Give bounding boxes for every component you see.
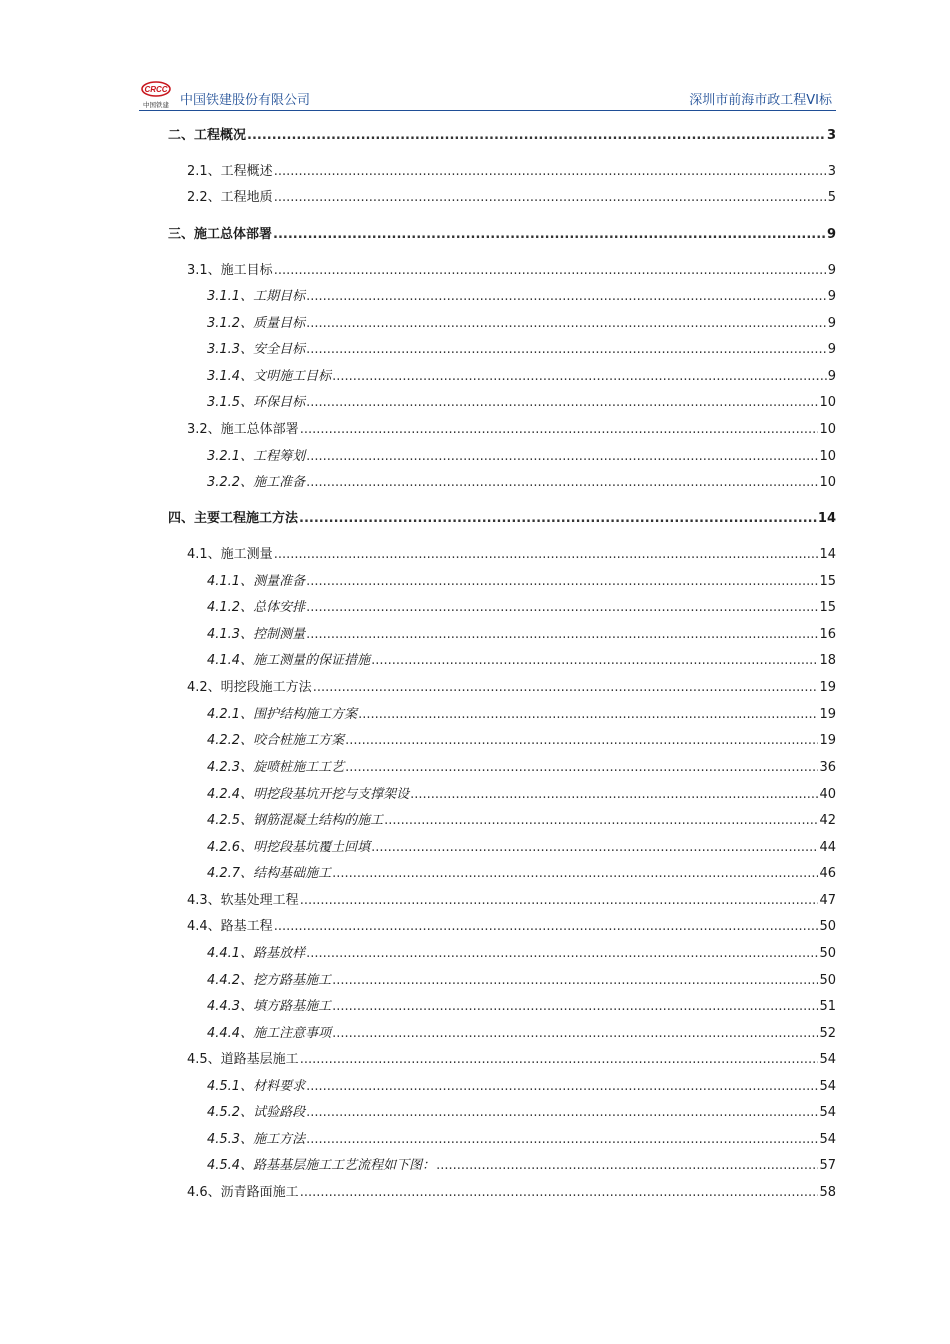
toc-entry[interactable] <box>207 1130 836 1150</box>
toc-leader-dots <box>299 509 817 529</box>
toc-entry-page: 51 <box>819 999 836 1014</box>
toc-entry-label: 4.5、道路基层施工 <box>187 1052 299 1067</box>
toc-entry[interactable] <box>207 705 836 725</box>
toc-entry-page: 19 <box>819 707 836 722</box>
toc-entry-page: 9 <box>827 316 836 331</box>
toc-entry[interactable] <box>207 340 836 360</box>
toc-entry-page: 44 <box>819 840 836 855</box>
toc-entry-label: 4.1.2、总体安排 <box>207 600 306 615</box>
toc-leader-dots <box>436 1156 818 1176</box>
toc-entry-label: 4.2、明挖段施工方法 <box>187 680 312 695</box>
toc-entry-label: 4.1.3、控制测量 <box>207 627 306 642</box>
toc-entry-page: 58 <box>819 1185 836 1200</box>
toc-leader-dots <box>274 162 827 182</box>
toc-leader-dots <box>306 598 818 618</box>
toc-entry[interactable] <box>207 598 836 618</box>
toc-leader-dots <box>332 367 827 387</box>
toc-entry-label: 4.1、施工测量 <box>187 547 273 562</box>
toc-entry-page: 15 <box>819 600 836 615</box>
toc-entry-label: 4.2.6、明挖段基坑覆土回填 <box>207 840 371 855</box>
toc-leader-dots <box>345 731 818 751</box>
toc-entry[interactable] <box>207 314 836 334</box>
toc-entry[interactable] <box>187 162 836 182</box>
toc-leader-dots <box>410 785 818 805</box>
toc-entry-page: 46 <box>819 866 836 881</box>
company-name: 中国铁建股份有限公司 <box>180 93 311 108</box>
toc-leader-dots <box>274 917 819 937</box>
toc-entry-label: 4.4.4、施工注意事项 <box>207 1026 332 1041</box>
toc-entry-page: 50 <box>819 919 836 934</box>
toc-leader-dots <box>306 393 818 413</box>
toc-entry-label: 4.6、沥青路面施工 <box>187 1185 299 1200</box>
toc-leader-dots <box>306 1077 818 1097</box>
toc-entry-page: 14 <box>817 511 836 526</box>
toc-entry-page: 14 <box>819 547 836 562</box>
toc-entry-label: 4.1.1、测量准备 <box>207 574 306 589</box>
toc-leader-dots <box>306 572 818 592</box>
toc-leader-dots <box>306 314 827 334</box>
toc-entry[interactable] <box>187 261 836 281</box>
toc-leader-dots <box>358 705 818 725</box>
toc-leader-dots <box>300 1050 819 1070</box>
toc-entry-page: 19 <box>819 680 836 695</box>
toc-entry[interactable] <box>168 126 836 146</box>
toc-entry[interactable] <box>187 678 836 698</box>
toc-entry-page: 9 <box>827 369 836 384</box>
toc-entry[interactable] <box>207 1103 836 1123</box>
toc-entry[interactable] <box>207 864 836 884</box>
toc-entry[interactable] <box>187 891 836 911</box>
toc-entry-label: 4.5.3、施工方法 <box>207 1132 306 1147</box>
toc-entry[interactable] <box>207 367 836 387</box>
toc-leader-dots <box>306 1103 818 1123</box>
toc-entry[interactable] <box>187 1183 836 1203</box>
toc-entry-label: 3.1.3、安全目标 <box>207 342 306 357</box>
toc-entry-label: 4.4、路基工程 <box>187 919 273 934</box>
toc-entry-label: 三、施工总体部署 <box>168 227 273 242</box>
toc-entry-label: 4.4.1、路基放样 <box>207 946 306 961</box>
toc-entry-page: 54 <box>819 1079 836 1094</box>
toc-entry-page: 18 <box>819 653 836 668</box>
toc-leader-dots <box>306 447 818 467</box>
toc-entry[interactable] <box>207 473 836 493</box>
toc-leader-dots <box>306 944 818 964</box>
toc-leader-dots <box>273 225 826 245</box>
toc-leader-dots <box>332 971 818 991</box>
toc-entry-page: 10 <box>819 475 836 490</box>
toc-entry[interactable] <box>187 545 836 565</box>
toc-entry[interactable] <box>207 758 836 778</box>
toc-entry[interactable] <box>187 420 836 440</box>
toc-entry-page: 50 <box>819 973 836 988</box>
toc-entry-label: 4.2.7、结构基础施工 <box>207 866 332 881</box>
toc-entry-label: 4.4.3、填方路基施工 <box>207 999 332 1014</box>
toc-entry-label: 2.2、工程地质 <box>187 190 273 205</box>
toc-leader-dots <box>306 287 827 307</box>
toc-entry-label: 3.1.1、工期目标 <box>207 289 306 304</box>
toc-leader-dots <box>306 1130 818 1150</box>
toc-entry-page: 3 <box>827 164 836 179</box>
toc-entry[interactable] <box>187 1050 836 1070</box>
toc-leader-dots <box>306 340 827 360</box>
toc-entry-label: 4.4.2、挖方路基施工 <box>207 973 332 988</box>
toc-entry-label: 3.1.4、文明施工目标 <box>207 369 332 384</box>
toc-entry-label: 4.5.4、路基基层施工工艺流程如下图： <box>207 1158 436 1173</box>
toc-entry[interactable] <box>207 1077 836 1097</box>
toc-entry-label: 3.1.2、质量目标 <box>207 316 306 331</box>
toc-entry-label: 3.2.1、工程筹划 <box>207 449 306 464</box>
toc-entry-label: 4.2.4、明挖段基坑开挖与支撑架设 <box>207 787 410 802</box>
toc-entry[interactable] <box>168 225 836 245</box>
toc-entry[interactable] <box>207 1156 836 1176</box>
logo-mark-text: CRCC <box>144 85 168 94</box>
toc-entry[interactable] <box>207 651 836 671</box>
toc-entry-label: 4.2.2、咬合桩施工方案 <box>207 733 345 748</box>
toc-leader-dots <box>384 811 818 831</box>
toc-leader-dots <box>274 261 827 281</box>
toc-entry-label: 3.1、施工目标 <box>187 263 273 278</box>
toc-entry[interactable] <box>187 188 836 208</box>
toc-entry-label: 3.2.2、施工准备 <box>207 475 306 490</box>
toc-leader-dots <box>274 545 819 565</box>
toc-leader-dots <box>313 678 819 698</box>
toc-entry-page: 52 <box>819 1026 836 1041</box>
toc-entry-page: 9 <box>827 342 836 357</box>
logo-caption: 中国铁建 <box>143 101 169 109</box>
toc-leader-dots <box>274 188 827 208</box>
toc-leader-dots <box>332 997 818 1017</box>
toc-entry[interactable] <box>207 625 836 645</box>
toc-leader-dots <box>300 891 819 911</box>
toc-leader-dots <box>371 651 818 671</box>
toc-entry-page: 5 <box>827 190 836 205</box>
toc-entry[interactable] <box>187 917 836 937</box>
toc-entry-label: 3.2、施工总体部署 <box>187 422 299 437</box>
toc-entry-page: 9 <box>826 227 836 242</box>
toc-entry-page: 36 <box>819 760 836 775</box>
toc-entry-label: 4.5.2、试验路段 <box>207 1105 306 1120</box>
toc-leader-dots <box>306 473 818 493</box>
toc-entry-page: 10 <box>819 395 836 410</box>
project-name: 深圳市前海市政工程VI标 <box>689 93 832 108</box>
toc-entry[interactable] <box>207 944 836 964</box>
toc-entry-page: 47 <box>819 893 836 908</box>
toc-leader-dots <box>306 625 818 645</box>
toc-entry-page: 10 <box>819 422 836 437</box>
toc-leader-dots <box>300 420 819 440</box>
toc-entry-page: 40 <box>819 787 836 802</box>
toc-entry-page: 42 <box>819 813 836 828</box>
toc-entry[interactable] <box>207 811 836 831</box>
toc-entry[interactable] <box>207 287 836 307</box>
toc-entry-label: 4.2.5、钢筋混凝土结构的施工 <box>207 813 384 828</box>
toc-entry-page: 9 <box>827 289 836 304</box>
toc-entry-page: 54 <box>819 1132 836 1147</box>
toc-entry[interactable] <box>207 997 836 1017</box>
toc-entry-label: 4.2.3、旋喷桩施工工艺 <box>207 760 345 775</box>
toc-entry-page: 57 <box>819 1158 836 1173</box>
toc-entry-label: 4.3、软基处理工程 <box>187 893 299 908</box>
toc-entry-page: 16 <box>819 627 836 642</box>
toc-entry-page: 54 <box>819 1052 836 1067</box>
toc-entry-page: 54 <box>819 1105 836 1120</box>
toc-leader-dots <box>371 838 818 858</box>
toc-entry-label: 4.5.1、材料要求 <box>207 1079 306 1094</box>
toc-entry-label: 4.1.4、施工测量的保证措施 <box>207 653 371 668</box>
toc-entry-page: 3 <box>826 128 836 143</box>
toc-entry[interactable] <box>207 393 836 413</box>
toc-leader-dots <box>300 1183 819 1203</box>
toc-entry[interactable] <box>207 838 836 858</box>
toc-leader-dots <box>332 1024 818 1044</box>
toc-entry-page: 10 <box>819 449 836 464</box>
toc-leader-dots <box>332 864 818 884</box>
toc-leader-dots <box>345 758 818 778</box>
toc-entry[interactable] <box>207 447 836 467</box>
toc-entry-label: 2.1、工程概述 <box>187 164 273 179</box>
toc-entry[interactable] <box>168 509 836 529</box>
toc-entry[interactable] <box>207 572 836 592</box>
toc-entry[interactable] <box>207 731 836 751</box>
toc-entry-label: 4.2.1、围护结构施工方案 <box>207 707 358 722</box>
toc-entry-page: 9 <box>827 263 836 278</box>
toc-entry[interactable] <box>207 785 836 805</box>
toc-entry-page: 15 <box>819 574 836 589</box>
toc-entry-label: 3.1.5、环保目标 <box>207 395 306 410</box>
toc-entry-page: 50 <box>819 946 836 961</box>
toc-leader-dots <box>247 126 826 146</box>
toc-entry-page: 19 <box>819 733 836 748</box>
toc-entry-label: 二、工程概况 <box>168 128 247 143</box>
toc-entry[interactable] <box>207 1024 836 1044</box>
toc-entry[interactable] <box>207 971 836 991</box>
toc-entry-label: 四、主要工程施工方法 <box>168 511 299 526</box>
